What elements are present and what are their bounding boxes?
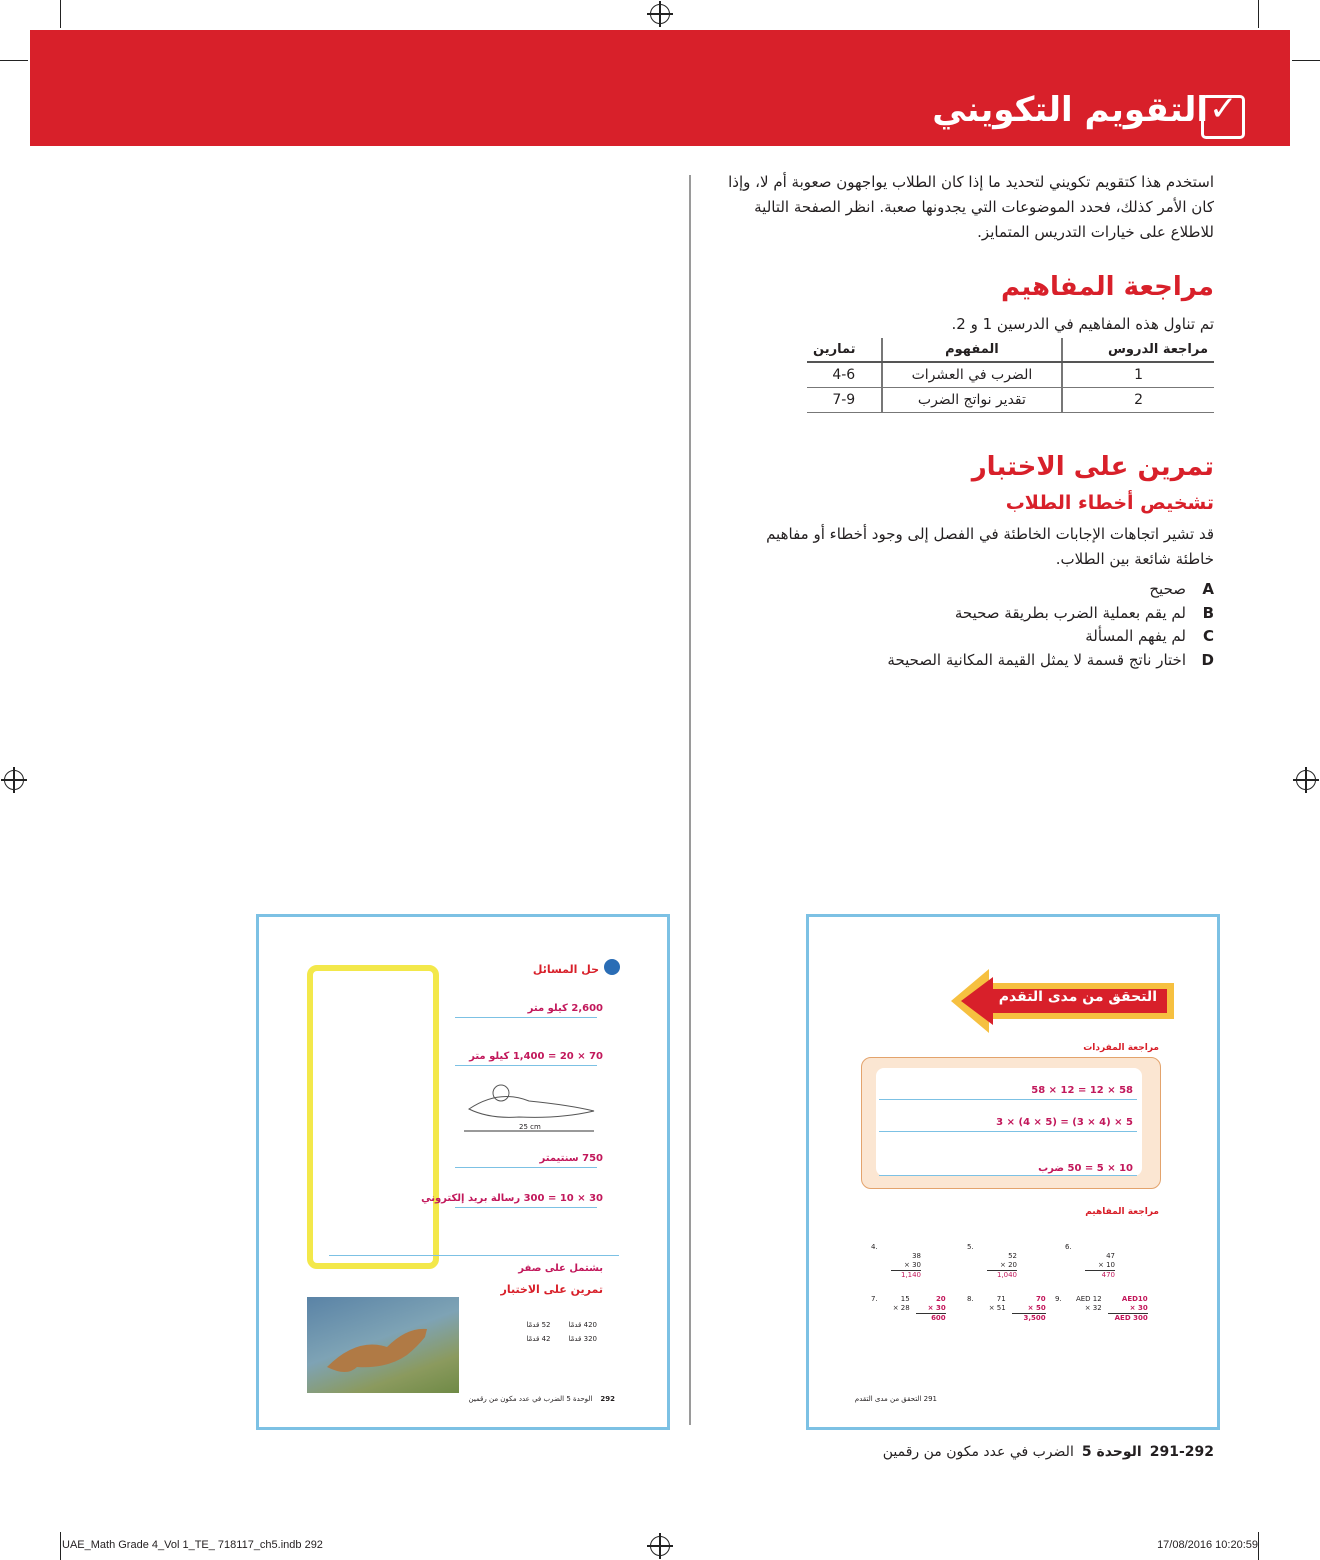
factor: 71 (996, 1295, 1006, 1303)
estimate: 3,500 (1023, 1314, 1046, 1322)
factor: × 32 (1084, 1304, 1102, 1312)
problem-number: 8. (967, 1295, 974, 1303)
choice-row (526, 1335, 597, 1344)
answer-text: 2,600 كيلو متر (527, 1003, 603, 1014)
factor: × 28 (892, 1304, 910, 1312)
checkmark-icon: ✓ (1201, 95, 1245, 139)
table-header: مراجعة الدروس (1062, 338, 1214, 362)
concepts-heading-thumb: مراجعة المفاهيم (1085, 1207, 1159, 1217)
thumb-page-number: 292 (600, 1395, 615, 1403)
registration-mark-icon (650, 1536, 670, 1556)
answer-text: بشتمل على صفر (518, 1263, 603, 1274)
table-header: المفهوم (882, 338, 1063, 362)
rounded-factor: × 50 (1012, 1304, 1046, 1314)
timestamp: 17/08/2016 10:20:59 (1157, 1539, 1258, 1551)
crop-mark (1292, 60, 1320, 61)
unit-title: الضرب في عدد مكون من رقمين (882, 1444, 1074, 1460)
page-title: التقويم التكويني (932, 90, 1208, 130)
answer-text: 750 سنتيمتر (539, 1153, 603, 1164)
equation: 5 × (4 × 3) = (5 × 4) × 3 (996, 1117, 1133, 1128)
student-page-thumbnail-292 (256, 914, 670, 1430)
option-letter: D (1201, 651, 1214, 669)
problem-number: 9. (1055, 1295, 1062, 1303)
estimate: AED 300 (1114, 1314, 1148, 1322)
choice: 320 قدمًا (568, 1335, 597, 1343)
choice: 420 قدمًا (568, 1321, 597, 1329)
factor: × 51 (988, 1304, 1006, 1312)
estimate-problem (967, 1295, 1046, 1323)
factor: 38 (912, 1252, 921, 1260)
option-text: اختار ناتج قسمة لا يمثل القيمة المكانية الصحيحة (887, 651, 1186, 669)
file-info: UAE_Math Grade 4_Vol 1_TE_ 718117_ch5.indb 292 (62, 1539, 323, 1551)
factor: AED 12 (1075, 1295, 1102, 1303)
crop-mark (1258, 1532, 1259, 1560)
thumb-title: التحقق من مدى التقدم (998, 989, 1157, 1005)
crop-mark (1258, 0, 1259, 28)
option-letter: B (1202, 604, 1214, 622)
kangaroo-photo (307, 1297, 459, 1393)
table-cell: 7-9 (807, 388, 882, 413)
product: 1,140 (900, 1271, 921, 1279)
page-reference (883, 1444, 1214, 1460)
table-row (807, 388, 1214, 413)
thumb-footer: 291 التحقق من مدى التقدم (854, 1395, 937, 1403)
concepts-table (807, 338, 1214, 413)
answer-option (887, 651, 1214, 669)
page-numbers: 291-292 (1149, 1444, 1214, 1460)
choice: 42 قدمًا (526, 1335, 551, 1343)
table-cell: الضرب في العشرات (882, 362, 1063, 388)
problem-number: 6. (1065, 1243, 1072, 1251)
unit-label: الوحدة 5 (1081, 1444, 1142, 1460)
table-cell: 1 (1062, 362, 1214, 388)
product: 470 (1101, 1271, 1115, 1279)
crop-mark (60, 1532, 61, 1560)
table-cell: 2 (1062, 388, 1214, 413)
answer-text: 70 × 20 = 1,400 كيلو متر (469, 1051, 603, 1062)
globe-icon (604, 959, 620, 975)
product-problem (871, 1243, 921, 1280)
thumb-test-title: تمرين على الاختبار (500, 1283, 603, 1296)
highlight-box (307, 965, 439, 1269)
factor: 52 (1008, 1252, 1017, 1260)
factor: × 30 (891, 1261, 921, 1271)
practice-heading: تمرين على الاختبار (971, 452, 1214, 482)
estimate-problem (871, 1295, 946, 1323)
table-row (807, 362, 1214, 388)
rounded-factor: × 30 (916, 1304, 946, 1314)
answer-text: 30 × 10 = 300 رسالة بريد إلكتروني (421, 1193, 603, 1204)
ruler-label: 25 cm (519, 1123, 541, 1131)
registration-mark-icon (650, 4, 670, 24)
equation: 10 × 5 = 50 ضرب (1038, 1163, 1133, 1174)
thumb-title: حل المسائل (532, 963, 599, 976)
crop-mark (60, 0, 61, 28)
factor: 47 (1106, 1252, 1115, 1260)
crop-mark (0, 60, 28, 61)
estimate-problem (1055, 1295, 1148, 1323)
answer-option (1085, 627, 1214, 645)
product: 1,040 (996, 1271, 1017, 1279)
thumb-footer (469, 1395, 615, 1404)
factor: 15 (900, 1295, 910, 1303)
choice-row (526, 1321, 597, 1330)
column-divider (689, 175, 691, 1425)
factor: × 10 (1085, 1261, 1115, 1271)
intro-paragraph: استخدم هذا كتقويم تكويني لتحديد ما إذا كان الطلاب يواجهون صعوبة أم لا، وإذا كان الأمر كذلك، فحدد الموضوعات التي يجدونها صعبة. انظر الصفحة التالية للاطلاع على خيارات التدريس المتمايز. (728, 173, 1214, 241)
problem-number: 4. (871, 1243, 878, 1251)
product-problem (967, 1243, 1017, 1280)
option-text: لم يفهم المسألة (1085, 627, 1186, 645)
answer-option (955, 604, 1214, 622)
answer-option (1149, 580, 1214, 598)
student-page-thumbnail-291 (806, 914, 1220, 1430)
thumb-footer-text: الوحدة 5 الضرب في عدد مكون من رقمين (468, 1395, 593, 1403)
rounded-factor: AED10 (1121, 1295, 1148, 1303)
estimate: 600 (931, 1314, 946, 1322)
table-cell: تقدير نواتج الضرب (882, 388, 1063, 413)
concepts-lead: تم تناول هذه المفاهيم في الدرسين 1 و 2. (951, 315, 1214, 333)
registration-mark-icon (1296, 770, 1316, 790)
vocab-heading: مراجعة المفردات (1083, 1043, 1159, 1053)
rounded-factor: × 30 (1108, 1304, 1148, 1314)
equation: 58 × 12 = 12 × 58 (1031, 1085, 1133, 1096)
practice-subheading: تشخيص أخطاء الطلاب (1005, 492, 1214, 514)
problem-number: 7. (871, 1295, 878, 1303)
rounded-factor: 20 (935, 1295, 946, 1303)
concepts-heading: مراجعة المفاهيم (1000, 272, 1214, 302)
option-text: لم يقم بعملية الضرب بطريقة صحيحة (954, 604, 1186, 622)
product-problem (1065, 1243, 1115, 1280)
table-header: تمارين (807, 338, 882, 362)
option-letter: A (1202, 580, 1214, 598)
problem-number: 5. (967, 1243, 974, 1251)
option-letter: C (1202, 627, 1214, 645)
option-text: صحيح (1149, 580, 1186, 598)
practice-paragraph: قد تشير اتجاهات الإجابات الخاطئة في الفصل إلى وجود أخطاء أو مفاهيم خاطئة شائعة بين الطلاب. (766, 525, 1214, 568)
registration-mark-icon (4, 770, 24, 790)
table-cell: 4-6 (807, 362, 882, 388)
choice: 52 قدمًا (526, 1321, 551, 1329)
factor: × 20 (987, 1261, 1017, 1271)
rounded-factor: 70 (1035, 1295, 1046, 1303)
